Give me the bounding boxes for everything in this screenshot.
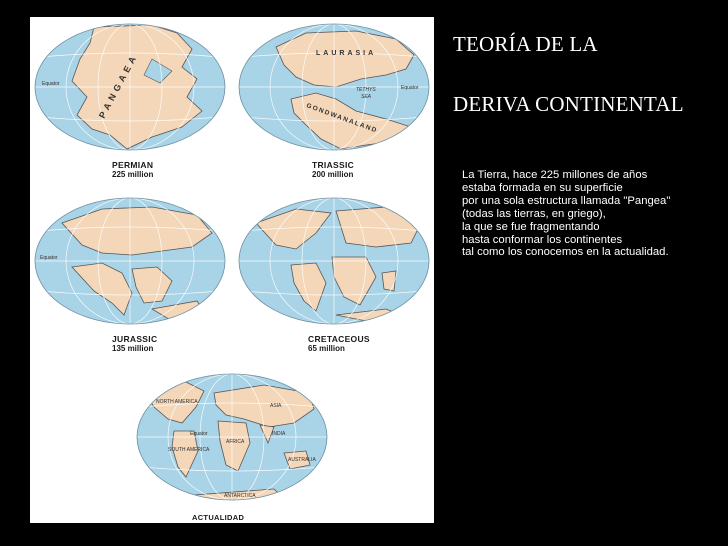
map-name: CRETACEOUS (308, 334, 370, 344)
pangea-label: PANGAEA (96, 51, 140, 120)
triassic-globe (236, 19, 432, 155)
equator-label: Equator (401, 85, 419, 91)
equator-label: Equator (42, 81, 60, 87)
text-line: por una sola estructura llamada "Pangea" (462, 194, 671, 207)
north-america-label: NORTH AMERICA (156, 399, 198, 405)
continental-drift-figure (30, 17, 434, 523)
india-label: INDIA (272, 431, 286, 437)
map-name: PERMIAN (112, 160, 154, 170)
south-america-label: SOUTH AMERICA (168, 447, 210, 453)
sea-label: SEA (361, 94, 372, 100)
jurassic-caption (112, 334, 157, 353)
gondwanaland-label: GONDWANALAND (305, 102, 379, 135)
text-line: (todas las tierras, en griego), (462, 207, 606, 220)
tethys-label: TETHYS (356, 87, 376, 93)
text-line: la que se fue fragmentando (462, 220, 600, 233)
map-age: 225 million (112, 170, 154, 179)
map-name: ACTUALIDAD (192, 513, 245, 522)
text-line: estaba formada en su superficie (462, 181, 623, 194)
laurasia-label: LAURASIA (316, 50, 377, 57)
equator-label: Equator (190, 431, 208, 437)
description-text (462, 169, 724, 259)
triassic-caption (312, 160, 354, 179)
map-age: 200 million (312, 170, 354, 179)
text-line: hasta conformar los continentes (462, 233, 623, 246)
map-age: 65 million (308, 344, 345, 353)
map-name: TRIASSIC (312, 160, 355, 170)
africa-label: AFRICA (226, 439, 245, 445)
asia-label: ASIA (270, 403, 282, 409)
map-age: 135 million (112, 344, 154, 353)
title-line-1: TEORÍA DE LA (453, 32, 598, 56)
text-line: tal como los conocemos en la actualidad. (462, 246, 669, 259)
cretaceous-caption (308, 334, 370, 353)
jurassic-globe (32, 193, 228, 329)
map-name: JURASSIC (112, 334, 158, 344)
text-line: La Tierra, hace 225 millones de años (462, 169, 648, 181)
cretaceous-globe (236, 193, 432, 329)
antarctica-label: ANTARCTICA (224, 493, 256, 499)
permian-globe (32, 19, 228, 155)
permian-caption (112, 160, 153, 179)
present-day-globe (134, 369, 330, 505)
equator-label: Equator (40, 255, 58, 261)
title-line-2: DERIVA CONTINENTAL (453, 92, 684, 116)
present-day-caption (192, 513, 244, 522)
australia-label: AUSTRALIA (288, 457, 316, 463)
